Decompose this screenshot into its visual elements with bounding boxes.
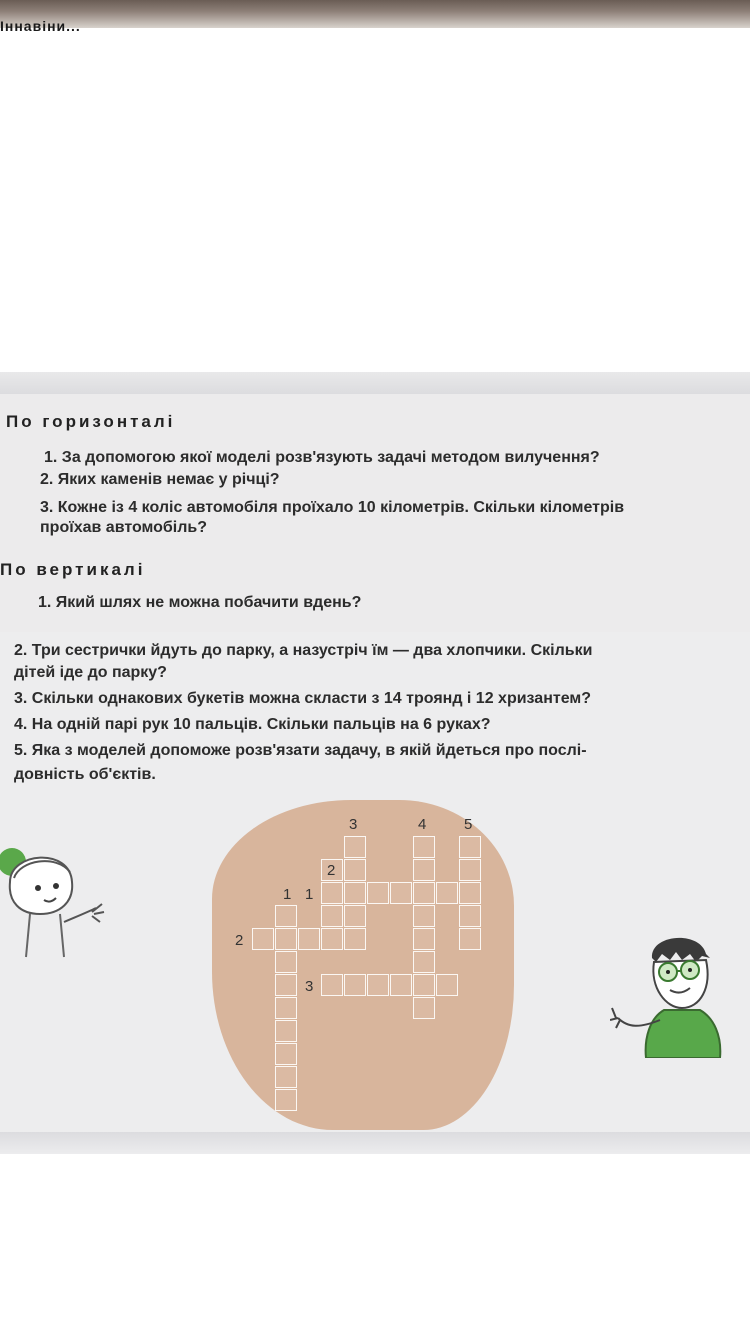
- crossword-cell: [436, 882, 458, 904]
- crossword-number-2-horizontal: 2: [235, 932, 244, 949]
- crossword-cell: [367, 974, 389, 996]
- crossword-cell: [275, 1043, 297, 1065]
- heading-vertical: По вертикалі: [0, 560, 146, 579]
- gap-top: [0, 372, 750, 394]
- horizontal-q3: 3. Кожне із 4 коліс автомобіля проїхало 10 кілометрів. Скільки кілометрів: [40, 499, 625, 516]
- crossword-cell: [275, 1020, 297, 1042]
- crossword-cell: [275, 928, 297, 950]
- crossword-cell: [275, 951, 297, 973]
- crossword-number-2-vertical: 2: [327, 862, 336, 879]
- crossword-cell: [344, 974, 366, 996]
- crossword-cell: [459, 859, 481, 881]
- top-photo-strip: [0, 0, 750, 34]
- crossword-cell: [344, 905, 366, 927]
- vertical-q1: 1. Який шлях не можна побачити вдень?: [38, 594, 362, 611]
- crossword-cell: [459, 836, 481, 858]
- horizontal-q2: 2. Яких каменів немає у річці?: [40, 471, 280, 488]
- vertical-q4: 4. На одній парі рук 10 пальців. Скільки пальців на 6 руках?: [14, 716, 491, 733]
- crossword-cell: [413, 905, 435, 927]
- crossword-cell: [413, 836, 435, 858]
- crossword-cell: [413, 951, 435, 973]
- crossword-number-3-horizontal: 3: [305, 978, 314, 995]
- crossword-cell: [436, 974, 458, 996]
- vertical-q2: 2. Три сестрички йдуть до парку, а назустріч їм — два хлопчики. Скільки: [14, 642, 593, 659]
- crossword-number-1-vertical: 1: [283, 886, 292, 903]
- vertical-q3: 3. Скільки однакових букетів можна скласти з 14 троянд і 12 хризантем?: [14, 690, 591, 707]
- crossword-cell: [459, 928, 481, 950]
- crossword-cell: [321, 974, 343, 996]
- horizontal-q3-cont: проїхав автомобіль?: [40, 519, 207, 536]
- crossword-cell: [390, 882, 412, 904]
- crossword-cell: [413, 882, 435, 904]
- horizontal-q1: 1. За допомогою якої моделі розв'язують задачі методом вилучення?: [44, 449, 600, 466]
- crossword-cell: [390, 974, 412, 996]
- crossword-number-5: 5: [464, 816, 473, 833]
- gap-bottom: [0, 1132, 750, 1154]
- crossword-number-4: 4: [418, 816, 427, 833]
- crossword-cell: [413, 997, 435, 1019]
- crossword-number-3-top: 3: [349, 816, 358, 833]
- heading-horizontal: По горизонталі: [6, 412, 176, 431]
- crossword-cell: [413, 859, 435, 881]
- crossword-number-1-horizontal: 1: [305, 886, 314, 903]
- crossword-cell: [275, 1089, 297, 1111]
- top-fragment-text: Іннавіни...: [0, 18, 81, 34]
- crossword-cell: [275, 1066, 297, 1088]
- crossword-cell: [275, 997, 297, 1019]
- girl-illustration: [0, 842, 110, 962]
- crossword-cell: [321, 882, 343, 904]
- vertical-q2-cont: дітей іде до парку?: [14, 664, 167, 681]
- boy-illustration: [610, 928, 750, 1058]
- crossword-cell: [298, 928, 320, 950]
- crossword-cell: [344, 928, 366, 950]
- crossword-cell: [344, 859, 366, 881]
- crossword-cell: [275, 974, 297, 996]
- crossword-cell: [321, 928, 343, 950]
- crossword-cell: [459, 882, 481, 904]
- crossword-cell: [344, 882, 366, 904]
- vertical-q5-cont: довність об'єктів.: [14, 766, 156, 783]
- crossword-cell: [252, 928, 274, 950]
- crossword-cell: [459, 905, 481, 927]
- vertical-q5: 5. Яка з моделей допоможе розв'язати задачу, в якій йдеться про послі-: [14, 742, 587, 759]
- crossword-cell: [413, 928, 435, 950]
- crossword-cell: [321, 905, 343, 927]
- crossword-cell: [275, 905, 297, 927]
- crossword-cell: [344, 836, 366, 858]
- crossword-cell: [367, 882, 389, 904]
- crossword-cell: [413, 974, 435, 996]
